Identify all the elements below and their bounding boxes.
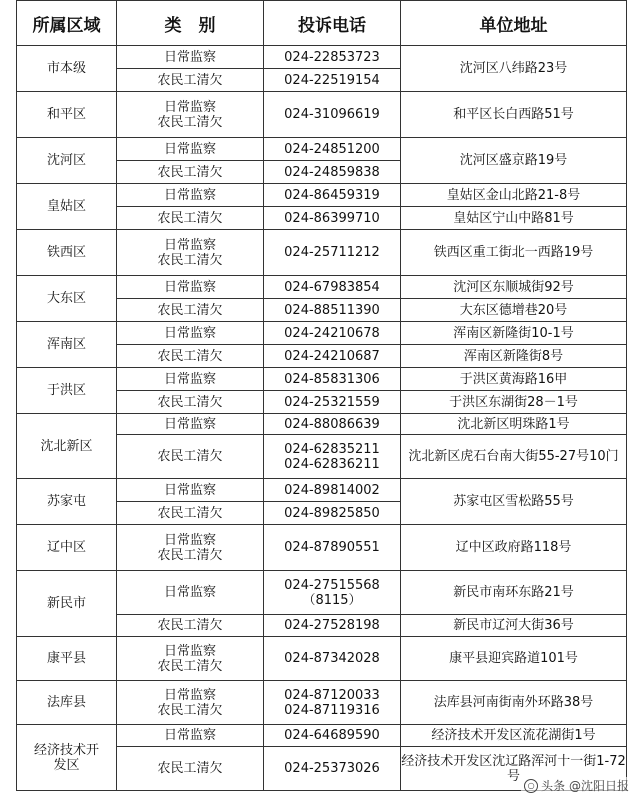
phone-cell: 024-67983854 <box>264 276 401 299</box>
category-cell: 日常监察 <box>117 184 264 207</box>
category-cell: 农民工清欠 <box>117 69 264 92</box>
address-cell: 经济技术开发区沈辽路浑河十一街1-72号 <box>401 747 627 791</box>
category-cell: 日常监察 <box>117 479 264 502</box>
table-row <box>17 230 627 276</box>
table-row <box>17 479 627 502</box>
category-cell: 日常监察 <box>117 725 264 747</box>
table-row <box>17 681 627 725</box>
table-row <box>17 368 627 391</box>
address-cell: 经济技术开发区流花湖街1号 <box>401 725 627 747</box>
phone-cell: 024-86459319 <box>264 184 401 207</box>
address-cell: 新民市辽河大街36号 <box>401 615 627 637</box>
toutiao-logo-icon: ○ <box>524 779 538 793</box>
category-line: 农民工清欠 <box>157 547 223 563</box>
address-cell: 铁西区重工街北一西路19号 <box>401 230 627 276</box>
category-cell: 农民工清欠 <box>117 502 264 525</box>
category-line: 日常监察 <box>163 532 216 548</box>
phone-line: 024-27515568 <box>284 577 380 593</box>
district-cell: 市本级 <box>17 46 117 92</box>
table-row <box>17 322 627 345</box>
phone-cell: 024-22853723 <box>264 46 401 69</box>
header-category: 类 别 <box>117 1 264 46</box>
address-cell: 沈河区盛京路19号 <box>401 138 627 184</box>
district-cell: 经济技术开发区 <box>17 725 117 791</box>
phone-cell: 024-89814002 <box>264 479 401 502</box>
district-cell: 沈河区 <box>17 138 117 184</box>
category-cell: 日常监察 <box>117 276 264 299</box>
watermark-text: 头条 @沈阳日报 <box>541 779 629 793</box>
address-cell: 于洪区东湖街28－1号 <box>401 391 627 414</box>
district-cell: 浑南区 <box>17 322 117 368</box>
category-line: 日常监察 <box>163 99 216 115</box>
phone-cell: 024-88511390 <box>264 299 401 322</box>
category-cell: 农民工清欠 <box>117 299 264 322</box>
category-cell: 农民工清欠 <box>117 615 264 637</box>
category-line: 日常监察 <box>163 643 216 659</box>
table-row <box>17 46 627 69</box>
phone-cell <box>264 681 401 725</box>
phone-cell: 024-27528198 <box>264 615 401 637</box>
phone-cell <box>264 571 401 615</box>
category-cell <box>117 681 264 725</box>
phone-cell: 024-24210687 <box>264 345 401 368</box>
address-cell: 皇姑区宁山中路81号 <box>401 207 627 230</box>
category-cell: 农民工清欠 <box>117 747 264 791</box>
district-cell: 苏家屯 <box>17 479 117 525</box>
phone-cell: 024-25711212 <box>264 230 401 276</box>
phone-cell: 024-85831306 <box>264 368 401 391</box>
phone-cell: 024-31096619 <box>264 92 401 138</box>
category-cell <box>117 637 264 681</box>
complaint-phone-table <box>16 0 627 791</box>
address-cell: 大东区德增巷20号 <box>401 299 627 322</box>
address-cell: 于洪区黄海路16甲 <box>401 368 627 391</box>
address-cell: 沈北新区虎石台南大街55-27号10门 <box>401 435 627 479</box>
category-cell: 农民工清欠 <box>117 391 264 414</box>
header-row <box>17 1 627 46</box>
phone-line: 024-87119316 <box>284 702 380 718</box>
category-cell: 农民工清欠 <box>117 161 264 184</box>
table-row <box>17 571 627 615</box>
phone-cell: 024-24851200 <box>264 138 401 161</box>
table-row <box>17 637 627 681</box>
phone-line: 024-62836211 <box>284 456 380 472</box>
district-cell: 新民市 <box>17 571 117 637</box>
table-row <box>17 525 627 571</box>
address-cell: 辽中区政府路118号 <box>401 525 627 571</box>
category-cell <box>117 92 264 138</box>
phone-cell: 024-24859838 <box>264 161 401 184</box>
category-cell: 农民工清欠 <box>117 435 264 479</box>
district-cell: 法库县 <box>17 681 117 725</box>
category-cell: 日常监察 <box>117 368 264 391</box>
address-cell: 沈河区八纬路23号 <box>401 46 627 92</box>
phone-cell: 024-64689590 <box>264 725 401 747</box>
phone-cell: 024-25373026 <box>264 747 401 791</box>
category-cell: 农民工清欠 <box>117 345 264 368</box>
category-cell: 日常监察 <box>117 414 264 435</box>
district-cell: 康平县 <box>17 637 117 681</box>
category-line: 农民工清欠 <box>157 252 223 268</box>
phone-extension: （8115） <box>302 592 362 608</box>
district-cell: 大东区 <box>17 276 117 322</box>
table-row <box>17 184 627 207</box>
address-cell: 沈河区东顺城街92号 <box>401 276 627 299</box>
category-line: 农民工清欠 <box>157 114 223 130</box>
category-cell: 日常监察 <box>117 46 264 69</box>
table-row <box>17 138 627 161</box>
phone-cell <box>264 435 401 479</box>
district-cell: 铁西区 <box>17 230 117 276</box>
header-phone: 投诉电话 <box>264 1 401 46</box>
district-cell: 辽中区 <box>17 525 117 571</box>
category-line: 日常监察 <box>163 237 216 253</box>
category-line: 日常监察 <box>163 687 216 703</box>
source-watermark <box>521 777 632 794</box>
category-line: 农民工清欠 <box>157 702 223 718</box>
table-row <box>17 92 627 138</box>
phone-cell: 024-87890551 <box>264 525 401 571</box>
address-cell: 沈北新区明珠路1号 <box>401 414 627 435</box>
phone-cell: 024-86399710 <box>264 207 401 230</box>
phone-line: 024-62835211 <box>284 441 380 457</box>
category-cell: 日常监察 <box>117 138 264 161</box>
address-cell: 皇姑区金山北路21-8号 <box>401 184 627 207</box>
header-address: 单位地址 <box>401 1 627 46</box>
address-cell: 新民市南环东路21号 <box>401 571 627 615</box>
address-cell: 法库县河南街南外环路38号 <box>401 681 627 725</box>
district-cell: 和平区 <box>17 92 117 138</box>
phone-cell: 024-87342028 <box>264 637 401 681</box>
phone-cell: 024-89825850 <box>264 502 401 525</box>
phone-line: 024-87120033 <box>284 687 380 703</box>
district-cell: 沈北新区 <box>17 414 117 479</box>
address-cell: 苏家屯区雪松路55号 <box>401 479 627 525</box>
category-cell <box>117 525 264 571</box>
category-cell: 日常监察 <box>117 571 264 615</box>
table-row <box>17 276 627 299</box>
district-cell: 于洪区 <box>17 368 117 414</box>
phone-cell: 024-22519154 <box>264 69 401 92</box>
address-cell: 浑南区新隆街8号 <box>401 345 627 368</box>
address-cell: 和平区长白西路51号 <box>401 92 627 138</box>
category-cell: 农民工清欠 <box>117 207 264 230</box>
phone-cell: 024-24210678 <box>264 322 401 345</box>
category-cell: 日常监察 <box>117 322 264 345</box>
header-district: 所属区域 <box>17 1 117 46</box>
category-cell <box>117 230 264 276</box>
category-line: 农民工清欠 <box>157 658 223 674</box>
address-cell: 康平县迎宾路道101号 <box>401 637 627 681</box>
table-row <box>17 725 627 747</box>
phone-cell: 024-25321559 <box>264 391 401 414</box>
table-row <box>17 414 627 435</box>
phone-cell: 024-88086639 <box>264 414 401 435</box>
district-cell: 皇姑区 <box>17 184 117 230</box>
address-cell: 浑南区新隆街10-1号 <box>401 322 627 345</box>
